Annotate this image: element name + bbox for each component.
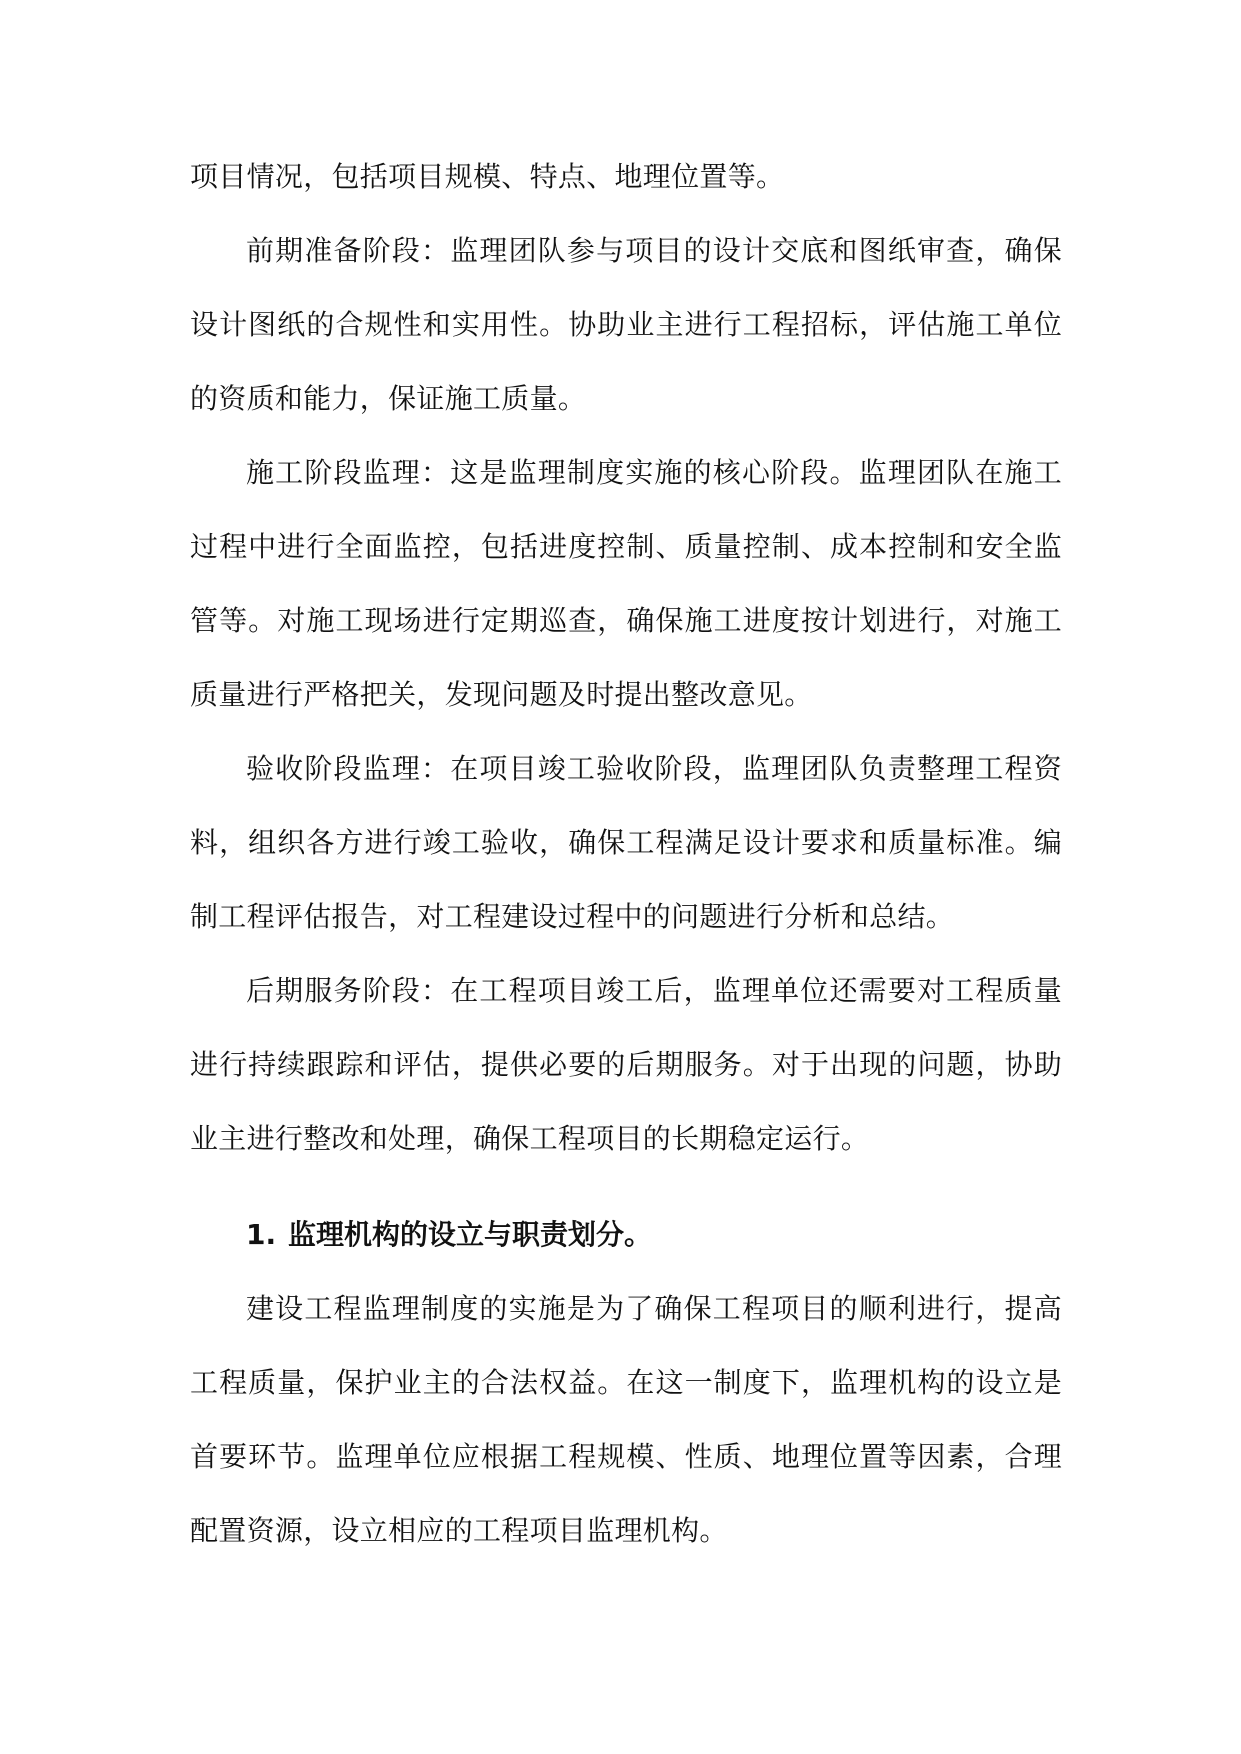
- paragraph-post-service-stage: 后期服务阶段：在工程项目竣工后，监理单位还需要对工程质量进行持续跟踪和评估，提供必要的后期服务。对于出现的问题，协助业主进行整改和处理，确保工程项目的长期稳定运行。: [190, 974, 1062, 1155]
- paragraph-preparation-stage: 前期准备阶段：监理团队参与项目的设计交底和图纸审查，确保设计图纸的合规性和实用性。协助业主进行工程招标，评估施工单位的资质和能力，保证施工质量。: [190, 234, 1062, 415]
- section-title: 监理机构的设立与职责划分。: [288, 1218, 653, 1251]
- paragraph-project-overview: 项目情况，包括项目规模、特点、地理位置等。: [190, 160, 785, 193]
- document-page: [190, 140, 1062, 1568]
- section-heading: [190, 1198, 1062, 1272]
- paragraph-institution-setup: 建设工程监理制度的实施是为了确保工程项目的顺利进行，提高工程质量，保护业主的合法权益。在这一制度下，监理机构的设立是首要环节。监理单位应根据工程规模、性质、地理位置等因素，合理配置资源，设立相应的工程项目监理机构。: [190, 1292, 1062, 1547]
- paragraph-acceptance-stage: 验收阶段监理：在项目竣工验收阶段，监理团队负责整理工程资料，组织各方进行竣工验收，确保工程满足设计要求和质量标准。编制工程评估报告，对工程建设过程中的问题进行分析和总结。: [190, 752, 1062, 933]
- section-number: 1.: [246, 1218, 277, 1251]
- paragraph-construction-stage: 施工阶段监理：这是监理制度实施的核心阶段。监理团队在施工过程中进行全面监控，包括进度控制、质量控制、成本控制和安全监管等。对施工现场进行定期巡查，确保施工进度按计划进行，对施工质量进行严格把关，发现问题及时提出整改意见。: [190, 456, 1062, 711]
